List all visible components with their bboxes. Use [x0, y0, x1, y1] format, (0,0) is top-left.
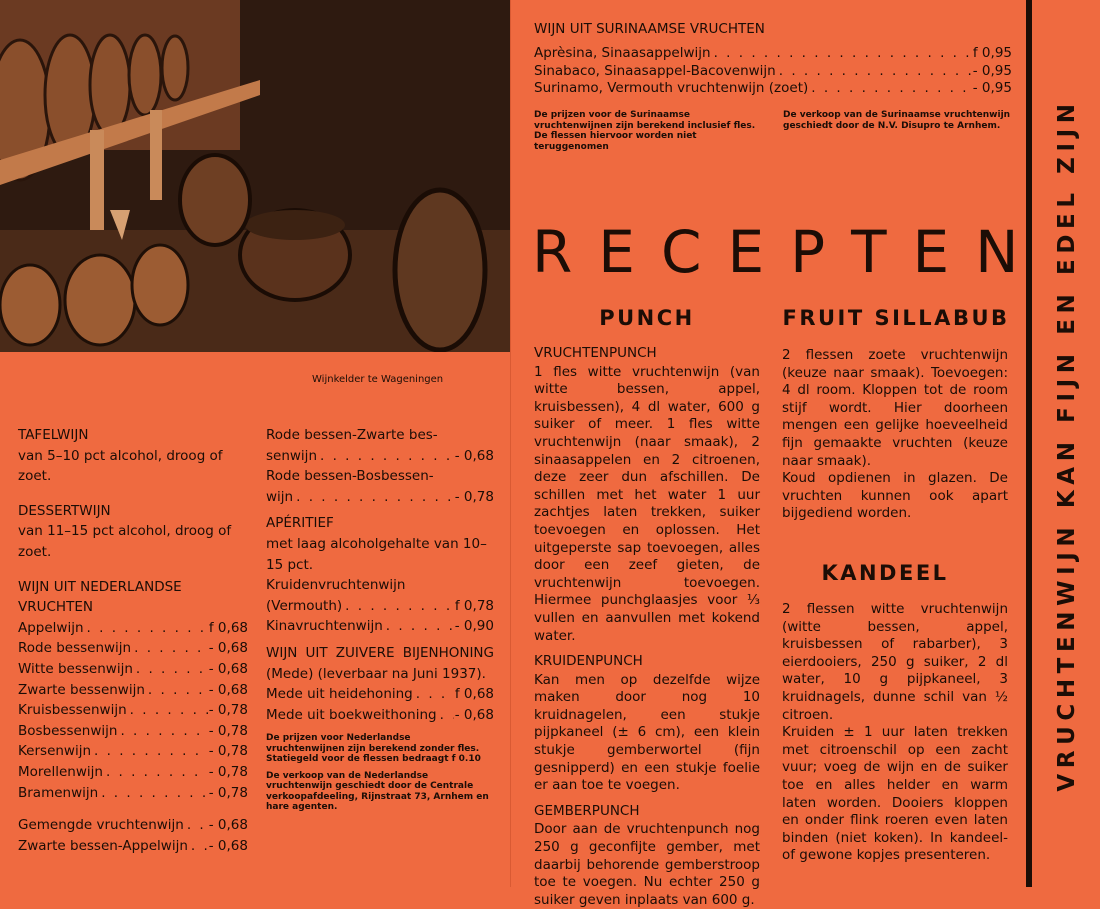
sur-wine-list — [534, 45, 1012, 98]
kandeel-column — [782, 601, 1008, 865]
vruchtenpunch-title: VRUCHTENPUNCH — [534, 345, 657, 361]
wine-row: Kinavruchtenwijn . . . - 0,90 — [266, 616, 494, 637]
wine-row: Rode bessenwijn . . . - 0,68 — [18, 638, 248, 659]
punch-column — [534, 343, 760, 909]
kandeel-title: KANDEEL — [821, 561, 949, 585]
wine-row: Zwarte bessen-Appelwijn . . . - 0,68 — [18, 836, 248, 857]
aperitief-title: APÉRITIEF — [266, 515, 334, 532]
sillabub-text-2: Koud opdienen in glazen. De vruchten kunnen ook apart bijgediend worden. — [782, 470, 1008, 522]
middle-column — [266, 425, 494, 813]
wine-row: wijn . . . - 0,78 — [266, 487, 494, 508]
wine-cellar-photo — [0, 0, 510, 352]
wine-row: Aprèsina, Sinaasappelwijn . . . f 0,95 — [534, 45, 1012, 63]
wine-row: Zwarte bessenwijn . . . - 0,68 — [18, 680, 248, 701]
sillabub-text: 2 flessen zoete vruchtenwijn (keuze naar smaak). Toevoegen: 4 dl room. Kloppen tot de room stijf wordt. Hier doorheen mengen een gelijke hoeveelheid fijn gemaakte vruchten (keuze naar smaak). — [782, 347, 1008, 469]
gemberpunch-text: Door aan de vruchtenpunch nog 250 g geconfijte gember, met daarbij behorende gemberstroop toe te voegen. Nu echter 250 g suiker geven inplaats van 600 g. — [534, 821, 760, 908]
dessertwijn-title: DESSERTWIJN — [18, 502, 111, 519]
extra-wine-list — [18, 815, 248, 856]
sur-price-note: De prijzen voor de Surinaamse vruchtenwijnen zijn berekend inclusief fles. De flessen hiervoor worden niet teruggenomen — [534, 110, 756, 152]
recepten-title: RECEPTEN — [532, 218, 1045, 286]
photo-caption: Wijnkelder te Wageningen — [312, 374, 444, 385]
nl-wine-list — [18, 618, 248, 803]
wine-name: Rode bessen-Bosbessen- — [266, 468, 434, 485]
nl-sales-note: De verkoop van de Nederlandse vruchtenwijn geschiedt door de Centrale verkoopafdeeling, Rijnstraat 73, Arnhem en hare agenten. — [266, 770, 489, 813]
kruidenpunch-title: KRUIDENPUNCH — [534, 653, 643, 670]
wine-row: Surinamo, Vermouth vruchtenwijn (zoet) . . . - 0,95 — [534, 80, 1012, 98]
vruchtenpunch-text: 1 fles witte vruchtenwijn (van witte bessen, appel, kruisbessen), 4 dl water, 600 g suiker of meer. 1 fles witte vruchtenwijn (naar smaak), 2 sinaasappelen en 2 citroenen, deze zeer dun afschillen. De schillen met het water 1 uur zachtjes laten trekken, suiker toevoegen en oplossen. Het uitgeperste sap toevoegen, alles door een zeef gieten, de vruchtenwijn toevoegen. Hiermee punchglaasjes voor ⅓ vullen en aanvullen met kokend water. — [534, 363, 760, 644]
sur-sales-note: De verkoop van de Surinaamse vruchtenwijn geschiedt door de N.V. Disupro te Arnhem. — [783, 110, 1011, 131]
wine-row: Bramenwijn . . . - 0,78 — [18, 783, 248, 804]
aperitief-text: met laag alcoholgehalte van 10–15 pct. — [266, 535, 487, 573]
wine-row: Mede uit boekweithoning . . . - 0,68 — [266, 705, 494, 726]
punch-title: PUNCH — [599, 306, 695, 330]
wine-row: Morellenwijn . . . - 0,78 — [18, 762, 248, 783]
kandeel-text-2: Kruiden ± 1 uur laten trekken met citroenschil op een zacht vuur; voeg de wijn en de suiker toe en alles helder en warm laten worden. Dooiers kloppen en onder flink roeren even laten binden (niet koken). In kandeel- of gewone kopjes presenteren. — [782, 724, 1008, 864]
tafelwijn-text: van 5–10 pct alcohol, droog of zoet. — [18, 447, 223, 485]
wine-row: Bosbessenwijn . . . - 0,78 — [18, 721, 248, 742]
wine-name: Rode bessen-Zwarte bes- — [266, 427, 438, 443]
kruidenpunch-text: Kan men op dezelfde wijze maken door nog 10 kruidnagelen, een stukje pijpkaneel (± 6 cm), een klein stukje gemberwortel (fijn gesnipperd) en een stukje foelie er aan toe te voegen. — [534, 671, 760, 794]
tafelwijn-title: TAFELWIJN — [18, 427, 89, 443]
wine-row: Kersenwijn . . . - 0,78 — [18, 741, 248, 762]
wine-name: Kruidenvruchtenwijn — [266, 577, 406, 594]
sur-title: WIJN UIT SURINAAMSE VRUCHTEN — [534, 21, 765, 37]
wine-row: Kruisbessenwijn . . . - 0,78 — [18, 700, 248, 721]
nl-wines-title: WIJN UIT NEDERLANDSE VRUCHTEN — [18, 578, 182, 616]
nl-price-note: De prijzen voor Nederlandse vruchtenwijnen zijn berekend zonder fles. Statiegeld voor de flessen bedraagt f 0.10 — [266, 733, 481, 765]
wine-row: Gemengde vruchtenwijn . . . - 0,68 — [18, 815, 248, 836]
left-column — [18, 425, 248, 856]
dessertwijn-text: van 11–15 pct alcohol, droog of zoet. — [18, 523, 232, 560]
spine-text: VRUCHTENWIJN KAN FIJN EN EDEL ZIJN — [1054, 98, 1080, 792]
panel-fold — [510, 0, 511, 887]
kandeel-text: 2 flessen witte vruchtenwijn (witte bessen, appel, kruisbessen of rabarber), 3 eierdooiers, 250 g suiker, 2 dl water, 10 g pijpkaneel, 3 kruidnagels, dunne schil van ½ citroen. — [782, 601, 1008, 723]
sillabub-title: FRUIT SILLABUB — [782, 306, 1010, 330]
spine-bar — [1026, 0, 1032, 887]
wine-row: Sinabaco, Sinaasappel-Bacovenwijn . . . - 0,95 — [534, 63, 1012, 81]
wine-row: senwijn . . . - 0,68 — [266, 446, 494, 467]
wine-row: Witte bessenwijn . . . - 0,68 — [18, 659, 248, 680]
wine-row: (Vermouth) . . . f 0,78 — [266, 596, 494, 617]
wine-row: Appelwijn . . . f 0,68 — [18, 618, 248, 639]
wine-row: Mede uit heidehoning . . . f 0,68 — [266, 684, 494, 705]
sillabub-column — [782, 347, 1008, 523]
gemberpunch-title: GEMBERPUNCH — [534, 802, 640, 819]
honing-title: WIJN UIT ZUIVERE BIJENHONING (Mede) (leverbaar na Juni 1937). — [266, 644, 494, 682]
